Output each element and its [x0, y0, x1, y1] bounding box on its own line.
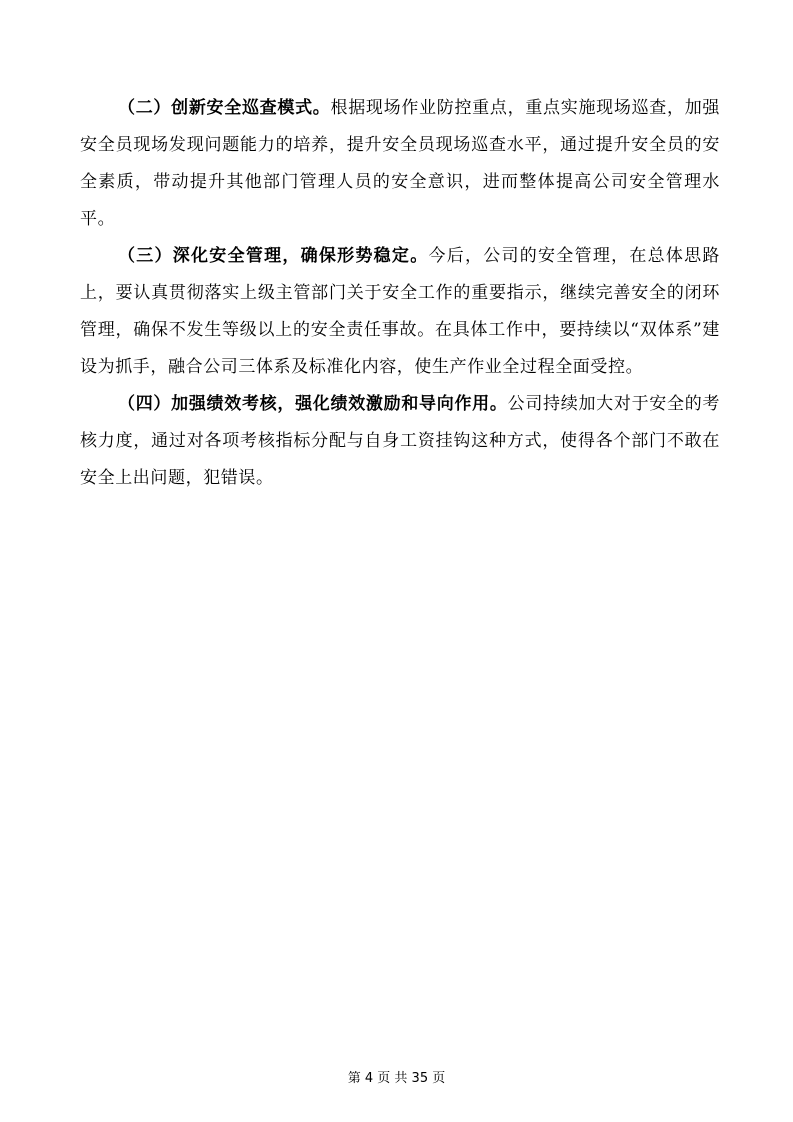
paragraph-innovate-inspection — [80, 90, 720, 238]
paragraph-text: 公司持续加大对于安全的考核力度，通过对各项考核指标分配与自身工资挂钩这种方式，使得各个部门不敢在安全上出问题，犯错误。 — [80, 394, 721, 488]
paragraph-text: 今后，公司的安全管理，在总体思路上，要认真贯彻落实上级主管部门关于安全工作的重要指示，继续完善安全的闭环管理，确保不发生等级以上的安全责任事故。在具体工作中，要持续以“双体系”建设为抓手，融合公司三体系及标准化内容，使生产作业全过程全面受控。 — [80, 246, 720, 377]
paragraph-text: 根据现场作业防控重点，重点实施现场巡查，加强安全员现场发现问题能力的培养，提升安全员现场巡查水平，通过提升安全员的安全素质，带动提升其他部门管理人员的安全意识，进而整体提高公司安全管理水平。 — [80, 98, 721, 229]
document-body — [80, 90, 720, 497]
paragraph-heading: （二）创新安全巡查模式。 — [118, 98, 331, 118]
paragraph-performance-assessment — [80, 386, 720, 497]
page-number-footer: 第 4 页 共 35 页 — [347, 1071, 446, 1086]
paragraph-heading: （三）深化安全管理，确保形势稳定。 — [118, 246, 429, 266]
paragraph-heading: （四）加强绩效考核，强化绩效激励和导向作用。 — [118, 394, 508, 414]
paragraph-deepen-management — [80, 238, 720, 386]
